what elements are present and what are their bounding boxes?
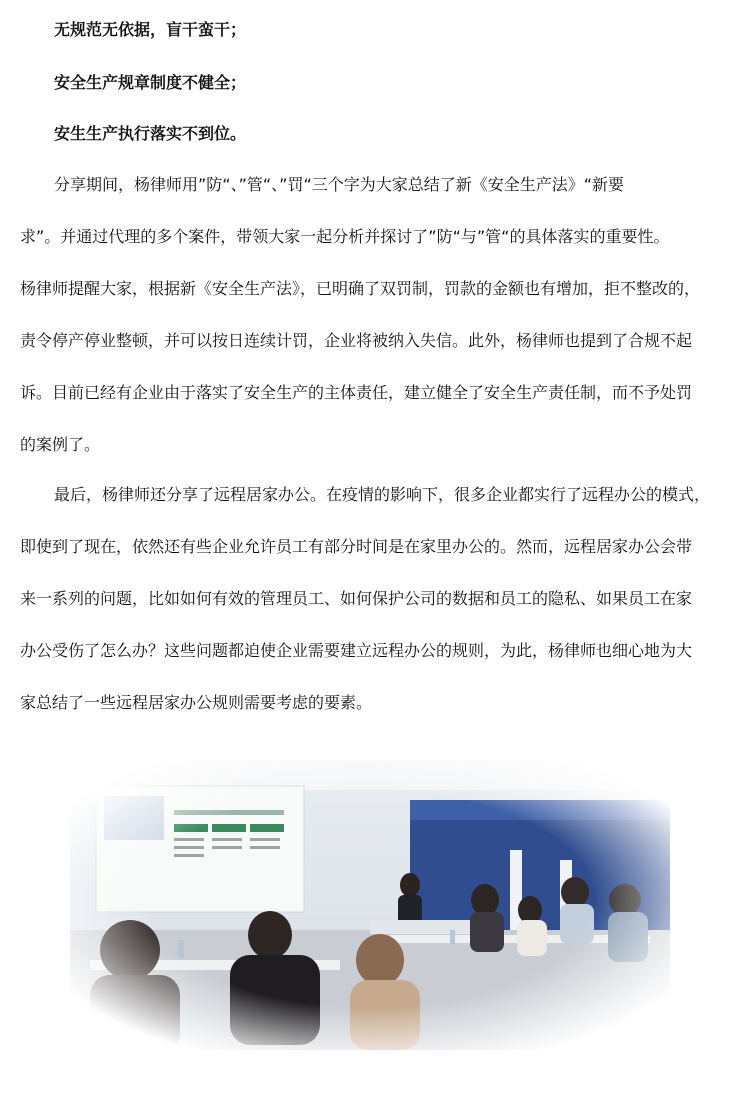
text-line: 来一系列的问题，比如如何有效的管理员工、如何保护公司的数据和员工的隐私、如果员工在家 <box>20 589 693 608</box>
bold-item-2: 安全生产规章制度不健全； <box>54 73 247 92</box>
text-line: 诉。目前已经有企业由于落实了安全生产的主体责任，建立健全了安全生产责任制，而不予处罚 <box>20 383 693 402</box>
text-line: 家总结了一些远程居家办公规则需要考虑的要素。 <box>20 693 373 712</box>
paragraph-remote-work <box>20 480 716 740</box>
text-line: 最后，杨律师还分享了远程居家办公。在疫情的影响下，很多企业都实行了远程办公的模式， <box>54 485 711 504</box>
text-line: 杨律师提醒大家，根据新《安全生产法》，已明确了双罚制，罚款的金额也有增加，拒不整改的， <box>20 279 701 298</box>
text-line: 办公受伤了怎么办？这些问题都迫使企业需要建立远程办公的规则，为此，杨律师也细心地为大 <box>20 641 693 660</box>
bold-item-3: 安生生产执行落实不到位。 <box>54 124 247 143</box>
seminar-photo <box>70 760 670 1050</box>
text-line: 责令停产停业整顿，并可以按日连续计罚，企业将被纳入失信。此外，杨律师也提到了合规不起 <box>20 331 693 350</box>
text-line: 求”。并通过代理的多个案件，带领大家一起分析并探讨了”防“与”管“的具体落实的重要性。 <box>20 227 670 246</box>
paragraph-penalty <box>20 170 716 482</box>
bold-item-1: 无规范无依据，盲干蛮干； <box>54 20 247 39</box>
text-line: 的案例了。 <box>20 435 101 454</box>
text-line: 即使到了现在，依然还有些企业允许员工有部分时间是在家里办公的。然而，远程居家办公会带 <box>20 537 693 556</box>
text-line: 分享期间，杨律师用”防“、”管“、”罚“三个字为大家总结了新《安全生产法》“新要 <box>54 175 625 194</box>
